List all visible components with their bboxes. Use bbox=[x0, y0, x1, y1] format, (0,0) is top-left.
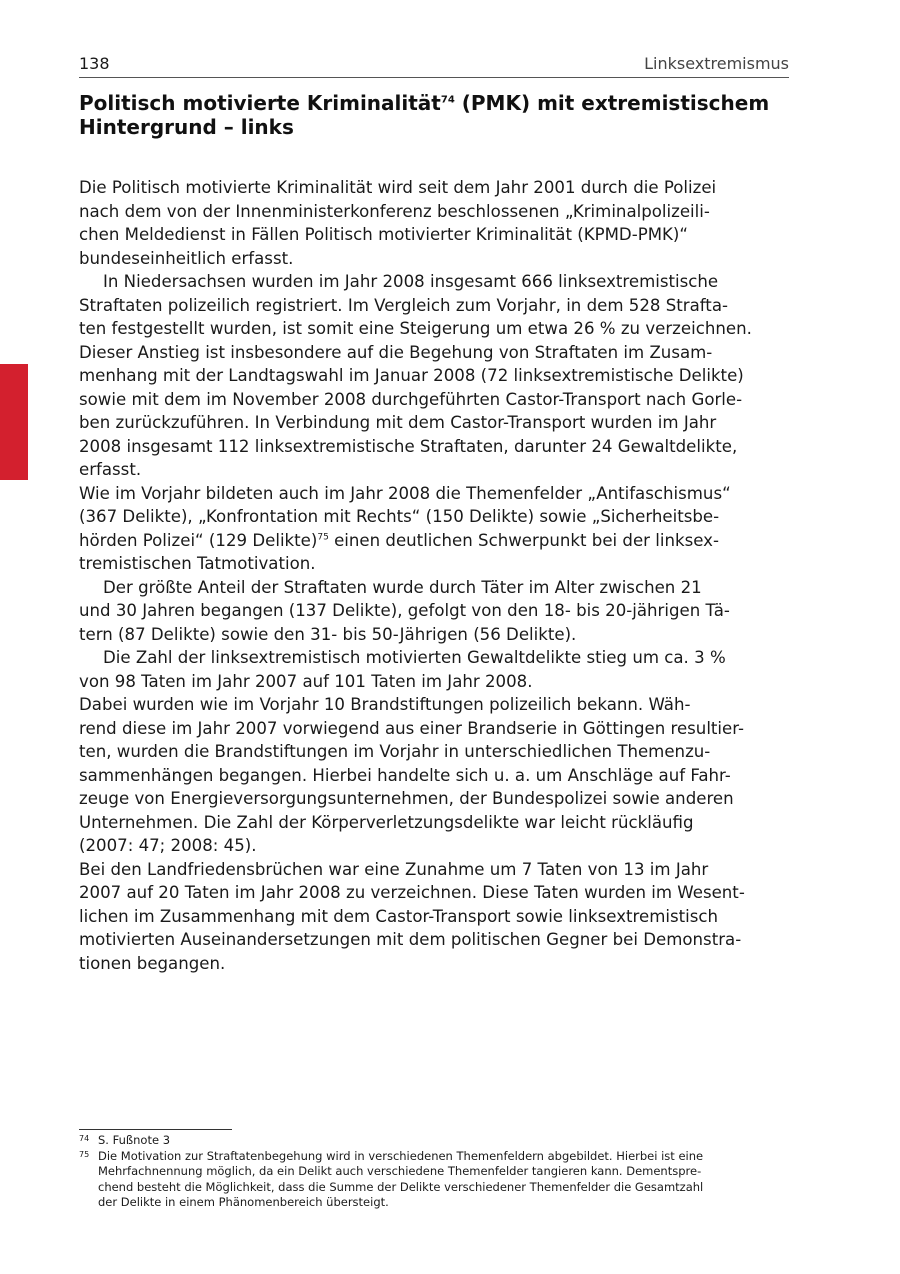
body-line-text: ten, wurden die Brandstiftungen im Vorjahr in unterschiedlichen Themenzu- bbox=[79, 742, 711, 761]
section-title bbox=[79, 91, 799, 139]
body-line bbox=[79, 529, 809, 553]
body-line-text: In Niedersachsen wurden im Jahr 2008 insgesamt 666 linksextremistische bbox=[103, 272, 719, 291]
body-line-text: sammenhängen begangen. Hierbei handelte sich u. a. um Anschläge auf Fahr- bbox=[79, 765, 731, 785]
body-line bbox=[79, 952, 809, 976]
body-line-text: Wie im Vorjahr bildeten auch im Jahr 2008 die Themenfelder „Antifaschismus“ bbox=[79, 483, 731, 503]
body-line bbox=[79, 905, 809, 929]
body-line bbox=[79, 411, 809, 435]
body-line bbox=[79, 247, 809, 271]
body-line bbox=[79, 176, 809, 200]
body-line-text: tionen begangen. bbox=[79, 953, 226, 973]
body-line bbox=[79, 693, 809, 717]
footnote bbox=[79, 1133, 799, 1149]
body-line bbox=[79, 200, 809, 224]
header-rule bbox=[79, 77, 789, 78]
body-line bbox=[79, 881, 809, 905]
body-line bbox=[79, 576, 809, 600]
footnote-line: chend besteht die Möglichkeit, dass die Summe der Delikte verschiedener Themenfelder die Gesamtzahl bbox=[98, 1179, 704, 1194]
body-line-text: Dieser Anstieg ist insbesondere auf die Begehung von Straftaten im Zusam- bbox=[79, 342, 713, 362]
page-number: 138 bbox=[79, 54, 110, 73]
body-line bbox=[79, 435, 809, 459]
body-line bbox=[79, 834, 809, 858]
footnote-rule bbox=[79, 1129, 232, 1130]
footnote-ref: 75 bbox=[317, 531, 329, 542]
body-line bbox=[79, 482, 809, 506]
body-line bbox=[79, 294, 809, 318]
body-line-text: und 30 Jahren begangen (137 Delikte), gefolgt von den 18- bis 20-jährigen Tä- bbox=[79, 601, 730, 620]
body-line bbox=[79, 787, 809, 811]
body-line-text: ten festgestellt wurden, ist somit eine Steigerung um etwa 26 % zu verzeichnen. bbox=[79, 319, 752, 338]
body-line-text: zeuge von Energieversorgungsunternehmen, der Bundespolizei sowie anderen bbox=[79, 789, 734, 808]
body-text bbox=[79, 176, 809, 975]
footnotes bbox=[79, 1133, 799, 1211]
title-line-2: Hintergrund – links bbox=[79, 115, 294, 139]
body-line bbox=[79, 599, 809, 623]
title-footnote-ref: 74 bbox=[440, 94, 455, 106]
body-line-text: erfasst. bbox=[79, 460, 142, 479]
body-line bbox=[79, 928, 809, 952]
body-line bbox=[79, 670, 809, 694]
footnote-line: Die Motivation zur Straftatenbegehung wird in verschiedenen Themenfeldern abgebildet. Hierbei ist eine bbox=[98, 1148, 704, 1163]
footnote-line: der Delikte in einem Phänomenbereich übersteigt. bbox=[98, 1195, 389, 1209]
body-line-text: einen deutlichen Schwerpunkt bei der linksex- bbox=[328, 530, 719, 550]
body-line-text: rend diese im Jahr 2007 vorwiegend aus einer Brandserie in Göttingen resultier- bbox=[79, 718, 744, 738]
body-line-text: menhang mit der Landtagswahl im Januar 2008 (72 linksextremistische Delikte) bbox=[79, 366, 744, 385]
body-line-text: ben zurückzuführen. In Verbindung mit dem Castor-Transport wurden im Jahr bbox=[79, 413, 717, 432]
body-line-text: von 98 Taten im Jahr 2007 auf 101 Taten im Jahr 2008. bbox=[79, 671, 533, 691]
body-line bbox=[79, 623, 809, 647]
running-title: Linksextremismus bbox=[644, 54, 789, 73]
body-line-text: lichen im Zusammenhang mit dem Castor-Transport sowie linksextremistisch bbox=[79, 906, 719, 926]
body-line-text: Die Politisch motivierte Kriminalität wird seit dem Jahr 2001 durch die Polizei bbox=[79, 178, 717, 197]
body-line-text: bundeseinheitlich erfasst. bbox=[79, 248, 294, 268]
body-line-text: chen Meldedienst in Fällen Politisch motivierter Kriminalität (KPMD-PMK)“ bbox=[79, 225, 688, 244]
footnote-line: Mehrfachnennung möglich, da ein Delikt auch verschiedene Themenfelder tangieren kann. Dementspre- bbox=[98, 1164, 702, 1178]
body-line-text: tremistischen Tatmotivation. bbox=[79, 554, 316, 573]
body-line bbox=[79, 223, 809, 247]
body-line bbox=[79, 717, 809, 741]
body-line bbox=[79, 505, 809, 529]
body-line-text: 2008 insgesamt 112 linksextremistische Straftaten, darunter 24 Gewaltdelikte, bbox=[79, 436, 738, 456]
footnote-line: S. Fußnote 3 bbox=[98, 1133, 171, 1147]
body-line-text: Dabei wurden wie im Vorjahr 10 Brandstiftungen polizeilich bekann. Wäh- bbox=[79, 695, 691, 714]
body-line bbox=[79, 740, 809, 764]
body-line bbox=[79, 646, 809, 670]
body-line bbox=[79, 764, 809, 788]
footnote-mark: 75 bbox=[79, 1149, 90, 1159]
body-line-text: (2007: 47; 2008: 45). bbox=[79, 836, 257, 855]
body-line-text: Bei den Landfriedensbrüchen war eine Zunahme um 7 Taten von 13 im Jahr bbox=[79, 859, 709, 879]
body-line bbox=[79, 364, 809, 388]
body-line bbox=[79, 552, 809, 576]
footnote-mark: 74 bbox=[79, 1134, 90, 1143]
body-line-text: Unternehmen. Die Zahl der Körperverletzungsdelikte war leicht rückläufig bbox=[79, 812, 694, 832]
chapter-tab-marker bbox=[0, 364, 28, 480]
body-line bbox=[79, 858, 809, 882]
title-part-1: Politisch motivierte Kriminalität bbox=[79, 91, 441, 115]
body-line-text: nach dem von der Innenministerkonferenz beschlossenen „Kriminalpolizeili- bbox=[79, 201, 710, 221]
body-line-text: tern (87 Delikte) sowie den 31- bis 50-Jährigen (56 Delikte). bbox=[79, 624, 577, 644]
body-line-text: sowie mit dem im November 2008 durchgeführten Castor-Transport nach Gorle- bbox=[79, 389, 743, 409]
body-line-text: Der größte Anteil der Straftaten wurde durch Täter im Alter zwischen 21 bbox=[103, 577, 702, 597]
title-part-2: (PMK) mit extremistischem bbox=[454, 91, 770, 115]
body-line-text: (367 Delikte), „Konfrontation mit Rechts“ (150 Delikte) sowie „Sicherheitsbe- bbox=[79, 507, 720, 526]
footnote bbox=[79, 1149, 799, 1211]
body-line-text: Straftaten polizeilich registriert. Im Vergleich zum Vorjahr, in dem 528 Strafta- bbox=[79, 295, 728, 315]
body-line bbox=[79, 317, 809, 341]
body-line-text: 2007 auf 20 Taten im Jahr 2008 zu verzeichnen. Diese Taten wurden im Wesent- bbox=[79, 883, 745, 902]
body-line bbox=[79, 458, 809, 482]
body-line-text: hörden Polizei“ (129 Delikte) bbox=[79, 530, 318, 550]
body-line bbox=[79, 270, 809, 294]
body-line-text: motivierten Auseinandersetzungen mit dem politischen Gegner bei Demonstra- bbox=[79, 930, 742, 949]
body-line bbox=[79, 388, 809, 412]
body-line bbox=[79, 341, 809, 365]
body-line-text: Die Zahl der linksextremistisch motivierten Gewaltdelikte stieg um ca. 3 % bbox=[103, 648, 726, 667]
body-line bbox=[79, 811, 809, 835]
